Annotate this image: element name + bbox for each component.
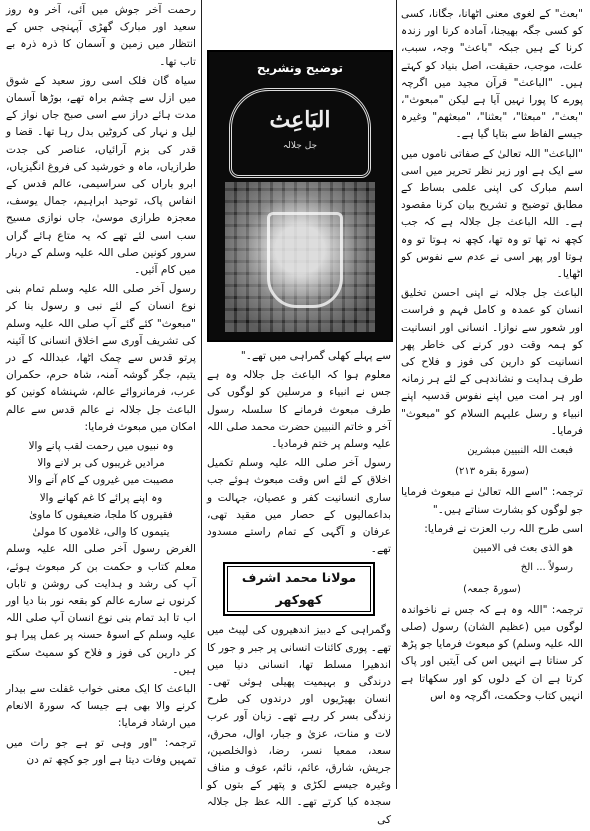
poem [6,438,196,541]
paragraph: رسول آخر صلی اللہ علیہ وسلم تکمیل اخلاق کے لئے اس وقت مبعوث ہوئے جب ساری انسانیت کفر و عصیان، جہالت و بداعمالیوں کے حصار میں مقید تھی، عرفان و آگہی کے تمام راستے مسدود تھے۔ [207,457,391,556]
paragraph: الغرض رسول آخر صلی اللہ علیہ وسلم معلم کتاب و حکمت بن کر مبعوث ہوئے، آپ کی رشد و ہدایت کی روشن و تاباں کرنوں نے سارے عالم کو بقعہ نور بنا دیا اور اب تا ابد تمام بنی نوع انسان آپ صلی اللہ علیہ وسلم کے اسوۂ حسنہ پر عمل پیرا ہو کر دارین کی فوز و فلاح کو سمیٹ سکتے ہیں۔ [6,543,196,676]
cover-band-text: توضیح وتشریح [256,61,344,75]
allah-calligraphy-emblem [267,212,343,308]
author-byline-box [223,562,375,616]
poem-line: مرادیں غریبوں کی بر لانے والا [37,457,165,470]
paragraph: رسول آخر صلی اللہ علیہ وسلم تمام بنی نوع انسان کے لئے نبی و رسول بنا کر "مبعوث" کئے گئے آپ صلی اللہ علیہ وسلم کی تشریف آوری سے اخلاق انسانی کا آئینہ پرتو قدس سے چمک اٹھا، عبداللہ کے در یتیم، جگر گوشہ آمنہ، شاہ حرم، حکمران عرب، فرمانروائے عالم، شہنشاہ کونین کو الباعث جل جلالہ نے عالم قدس سے عالم امکان میں مبعوث فرمایا: [6,283,196,433]
verse-reference: (سورۃ بقرہ ۲۱۳) [455,466,529,478]
paragraph: "بعث" کے لغوی معنی اٹھانا، جگانا، کسی کو کسی جگہ بھیجنا، آمادہ کرنا اور زندہ کرنا کے ہیں جبکہ "باعث" وجہ، سبب، علت، موجب، حقیقت، اصل بنیاد کو کہتے ہیں۔ "الباعث" قرآن مجید میں اگرچہ پورے کا پورا نہیں آیا ہے لیکن "مبعوث"، "بعث"، "مبعثا"، "بعثنا"، "مبعثهم" وغیرہ جیسے الفاظ سے بتایا گیا ہے۔ [401,8,583,141]
right-column [397,0,587,789]
paragraph: سے پہلے کھلی گمراہی میں تھے۔" [240,350,391,362]
quran-verse-continued: رسولاً ... الخ [520,562,573,574]
paragraph: وگمراہی کے دبیز اندھیروں کی لپیٹ میں تھے۔ پوری کائنات انسانی پر جبر و جور کا اندھیرا مسلط تھا، انسانی دنیا میں درندگی و بہیمیت پھیلی ہوئی تھی۔ انسان بھیڑیوں اور درندوں کی طرح زندگی بسر کر رہے تھے۔ زبان آور عرب لات و منات، عزیٰ و جبار، اوال، محرق، سعد، ممعیا نسر، رضا، ذوالخلصین، جریش، شارق، عائم، نائم، عوف و مناف وغیرہ جیسے لکڑی و پتھر کے بتوں کو سجدہ کیا کرتے تھے۔ اللہ عظ جل جلالہ کی [207,624,391,826]
column-divider [396,0,397,789]
paragraph: سیاہ گان فلک اسی روز سعید کے شوق میں ازل سے چشم براہ تھے، بوڑھا آسمان مدت ہائے دراز سے اسی صبح جاں نواز کے لیل و نہار کی کروٹیں بدل رہا تھا۔ قضا و قدر کی بزم آرائیاں، عناصر کی جدت طرازیاں، ماہ و خورشید کی فروغ انگیزیاں، ابرو باراں کی سراسیمی، عالم قدس کے انفاس پاک، توحید ابراہیم، جمال یوسف، معجزہ طرازی موسیٰ، جاں نوازی مسیح سب اسی لئے تھے کہ یہ متاع ہائے گراں سرور کونین صلی اللہ علیہ وسلم کے دربار میں کام آئیں۔ [6,74,196,277]
poem-line: یتیموں کا والی، غلاموں کا مولیٰ [32,526,170,539]
translation: ترجمہ: "اسے اللہ تعالیٰ نے مبعوث فرمایا جو لوگوں کو بشارت سناتے ہیں۔" [401,486,583,516]
paragraph: الباعث جل جلالہ نے اپنی احسن تخلیق انسان کو عمدہ و کامل فہم و فراست اور شعور سے نوازا۔ انسانی اور انسانیت کو ہمہ وقت دور کرنے کی خاطر پھر انسانیت کو دارین کی فوز و فلاح کی طرف ہدایت و نشاندہی کے لئے ہر زمانہ اور ہر امت میں اپنے نفوس قدسیہ اپنے انبیاء و رسل علیہم السلام کو "مبعوث" فرمایا۔ [401,287,583,437]
cover-subtitle: جل جلالہ [282,141,318,151]
paragraph: معلوم ہوا کہ الباعث جل جلالہ وہ ہے جس نے انبیاء و مرسلین کو لوگوں کی طرف مبعوث فرمانے کا سلسلہ رسول آخر و خاتم النبیین حضرت محمد صلی اللہ علیہ وسلم پر ختم فرمادیا۔ [207,369,391,451]
paragraph: رحمت آخر جوش میں آئی، آخر وہ روز سعید اور مبارک گھڑی آپہنچی جس کے انتظار میں زمین و آسمان کا ذرہ ذرہ بے تاب تھا۔ [6,4,196,68]
quran-verse: ھو الذی بعث فی الامیین [472,543,573,555]
cover-illustration [207,50,393,342]
poem-line: وہ اپنے پرائے کا غم کھانے والا [39,491,163,504]
quran-verse: فبعث اللہ النبیین مبشرین [467,445,573,457]
calligraphy-frame [229,88,371,178]
translation: ترجمہ: "اور وہی تو ہے جو رات میں تمہیں وفات دیتا ہے اور جو کچھ تم دن [6,736,196,766]
middle-column [203,0,395,826]
paragraph: الباعث کا ایک معنی خواب غفلت سے بیدار کرنے والا بھی ہے جیسا کہ سورۃ الانعام میں ارشاد فرمایا: [6,682,196,730]
cover-title: البَاعِث [269,107,331,133]
poem-line: وہ نبیوں میں رحمت لقب پانے والا [28,440,174,453]
author-name: مولانا محمد اشرف کھوکھر [227,566,371,612]
verse-reference: (سورۃ جمعہ) [463,583,521,595]
translation: ترجمہ: "اللہ وہ ہے کہ جس نے ناخواندہ لوگوں میں (عظیم الشان) رسول (صلی اللہ علیہ وسلم) کو مبعوث فرمایا جو پڑھ کر سناتا ہے انہیں اس کی آیتیں اور پاک کرتا ہے ان کے دلوں کو اور سکھاتا ہے انہیں کتاب وحکمت، اگرچہ وہ اس [401,603,583,702]
left-column [2,0,200,789]
poem-line: فقیروں کا ملجا، ضعیفوں کا ماویٰ [29,508,173,521]
column-divider [201,0,202,789]
paragraph: "الباعث" اللہ تعالیٰ کے صفاتی ناموں میں سے ایک ہے اور زیر نظر تحریر میں اسی اسم مبارک کی اپنی علمی بساط کے مطابق توضیح و تشریح بیان کرنا مقصود ہے۔ اللہ الباعث جل جلالہ ہے کہ جب کچھ نہ تھا تو وہ تھا، کچھ نہ ہوتا تو وہ ہوتا اور پھر اسی نے عدم سے نفوس کو اٹھایا۔ [401,147,583,281]
paragraph: اسی طرح اللہ رب العزت نے فرمایا: [424,522,583,535]
poem-line: مصیبت میں غیروں کے کام آنے والا [28,474,174,487]
